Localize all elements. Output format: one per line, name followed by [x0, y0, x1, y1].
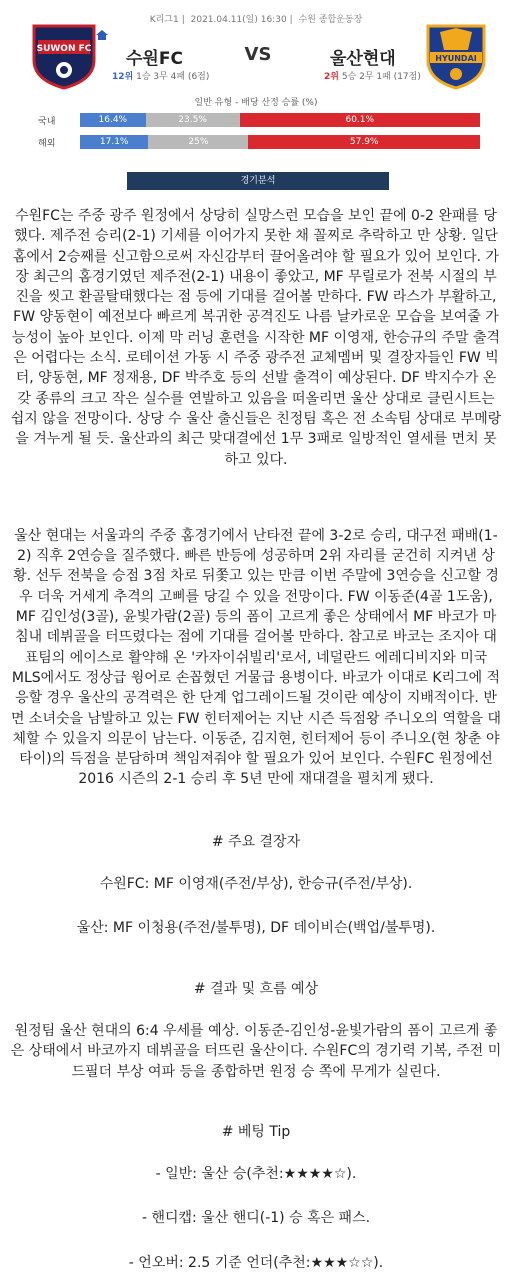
odds-row-overseas [30, 135, 485, 149]
home-team-analysis: 수원FC는 주중 광주 원정에서 상당히 실망스런 모습을 보인 끝에 0-2 완패를 당했다. 제주전 승리(2-1) 기세를 이어가지 못한 채 꼴찌로 추락하고 만 상황. 일단 홈에서 2승째를 신고함으로써 자신감부터 끌어올려야 할 필요가 있어 보인다. 가장 최근의 홈경기였던 제주전(2-1) 내용이 좋았고, MF 무릴로가 전북 시절의 부진을 씻고 환골탈태했다는 점 등에 기대를 걸어볼 만하다. FW 라스가 부활하고, FW 양동현이 예전보다 빠르게 복귀한 공격진도 나름 날카로운 모습을 보여줄 가능성이 높아 보인다. 이제 막 러닝 훈련을 시작한 MF 이영재, 한승규의 주말 출격은 어렵다는 소식. 로테이션 가동 시 주중 광주전 교체멤버 및 결장자들인 FW 빅터, 양동현, MF 정재용, DF 박주호 등의 선발 출격이 예상된다. DF 박지수가 온갖 종류의 크고 작은 실수를 연발하고 있음을 떠올리면 울산 상대로 클린시트는 쉽지 않을 전망이다. 상당 수 울산 출신들은 친정팀 혹은 전 소속팀 상대로 부메랑을 겨누게 될 듯. 울산과의 최근 맞대결에선 1무 3패로 일방적인 열세를 면치 못하고 있다. [10, 208, 502, 468]
match-venue: 수원 종합운동장 [298, 15, 363, 25]
away-team-name: 울산현대 [330, 49, 396, 69]
away-absence: 울산: MF 이청용(주전/불투명), DF 데이비슨(백업/불투명). [76, 920, 436, 937]
away-win-segment: 57.9% [248, 135, 480, 149]
draw-segment: 25% [148, 135, 248, 149]
absence-heading: # 주요 결장자 [211, 833, 301, 850]
draw-segment: 23.5% [146, 113, 240, 127]
home-win-segment: 16.4% [80, 113, 146, 127]
result-heading: # 결과 및 흐름 예상 [193, 980, 319, 997]
ulsan-hyundai-logo [420, 20, 492, 90]
svg-text:SUWON FC: SUWON FC [36, 44, 92, 54]
home-team-name: 수원FC [126, 49, 183, 69]
odds-bar [80, 113, 480, 127]
tip-over-under: - 언오버: 2.5 기준 언더(추천:★★★☆☆). [128, 1254, 384, 1271]
match-meta: K리그1 | 2021.04.11(일) 16:30 | 수원 종합운동장 [149, 15, 363, 25]
result-prediction: 원정팀 울산 현대의 6:4 우세를 예상. 이동준-김인성-윤빛가람의 폼이 고르게 좋은 상태에서 바코까지 데뷔골을 터뜨린 울산이다. 수원FC의 경기력 기복, 주전 미드필더 부상 여파 등을 종합하면 원정 승 쪽에 무게가 실린다. [10, 1022, 502, 1080]
away-record [324, 69, 421, 82]
section-label-analysis: 경기분석 [127, 172, 389, 190]
match-card [0, 0, 512, 200]
odds-bar [80, 135, 480, 149]
odds-row-domestic [30, 113, 485, 127]
home-icon [96, 30, 108, 40]
odds-row-label: 국내 [38, 117, 56, 127]
home-win-segment: 17.1% [80, 135, 148, 149]
home-record [112, 69, 209, 82]
odds-row-label: 해외 [38, 139, 56, 149]
tip-heading: # 베팅 Tip [221, 1123, 291, 1140]
svg-text:HYUNDAI: HYUNDAI [435, 54, 477, 63]
tip-general: - 일반: 울산 승(추천:★★★★☆). [155, 1166, 357, 1183]
away-team-analysis: 울산 현대는 서울과의 주중 홈경기에서 난타전 끝에 3-2로 승리, 대구전 패배(1-2) 직후 2연승을 질주했다. 빠른 반등에 성공하며 2위 자리를 굳건히 지켜낸 상황. 선두 전북을 승점 3점 차로 뒤쫓고 있는 만큼 이번 주말에 3연승을 신고할 경우 더욱 거세게 추격의 고삐를 당길 수 있을 전망이다. FW 이동준(4골 1도움), MF 김인성(3골), 윤빛가람(2골) 등의 폼이 고르게 좋은 상태에서 MF 바코가 마침내 데뷔골을 터뜨렸다는 점에 기대를 걸어볼 만하다. 참고로 바코는 조지아 대표팀의 에이스로 활약해 온 '카자이쉬빌리'로서, 네덜란드 에레디비지와 미국 MLS에서도 정상급 윙어로 손꼽혔던 거물급 용병이다. 바코가 이대로 K리그에 적응할 경우 울산의 공격력은 한 단계 업그레이드될 것이란 예상이 지배적이다. 반면 소녀숫을 남발하고 있는 FW 힌터제어는 지난 시즌 득점왕 주니오의 역할을 대체할 수 있을지 의문이 남는다. 이동준, 김지현, 힌터제어 등이 주니오(현 창춘 야타이)의 득점을 분담하며 책임져줘야 할 필요가 있어 보인다. 수원FC 원정에선 2016 시즌의 2-1 승리 후 5년 만에 재대결을 펼치게 됐다. [10, 527, 502, 788]
match-date: 2021.04.11(일) 16:30 [190, 15, 287, 25]
tip-handicap: - 핸디캡: 울산 핸디(-1) 승 혹은 패스. [141, 1210, 371, 1227]
home-absence: 수원FC: MF 이영재(주전/부상), 한승규(주전/부상). [99, 876, 413, 893]
analysis-article [10, 206, 502, 1273]
suwon-fc-logo [28, 20, 100, 90]
away-win-segment: 60.1% [240, 113, 480, 127]
home-rank: 12위 [112, 72, 134, 82]
versus-label: VS [244, 44, 272, 65]
league-name: K리그1 [149, 15, 179, 25]
home-record-text: 1승 3무 4패 (6점) [136, 72, 210, 82]
betting-type-title: 일반 유형 - 배당 산정 승률 (%) [194, 98, 318, 108]
away-rank: 2위 [324, 72, 339, 82]
away-record-text: 5승 2무 1패 (17점) [341, 72, 421, 82]
